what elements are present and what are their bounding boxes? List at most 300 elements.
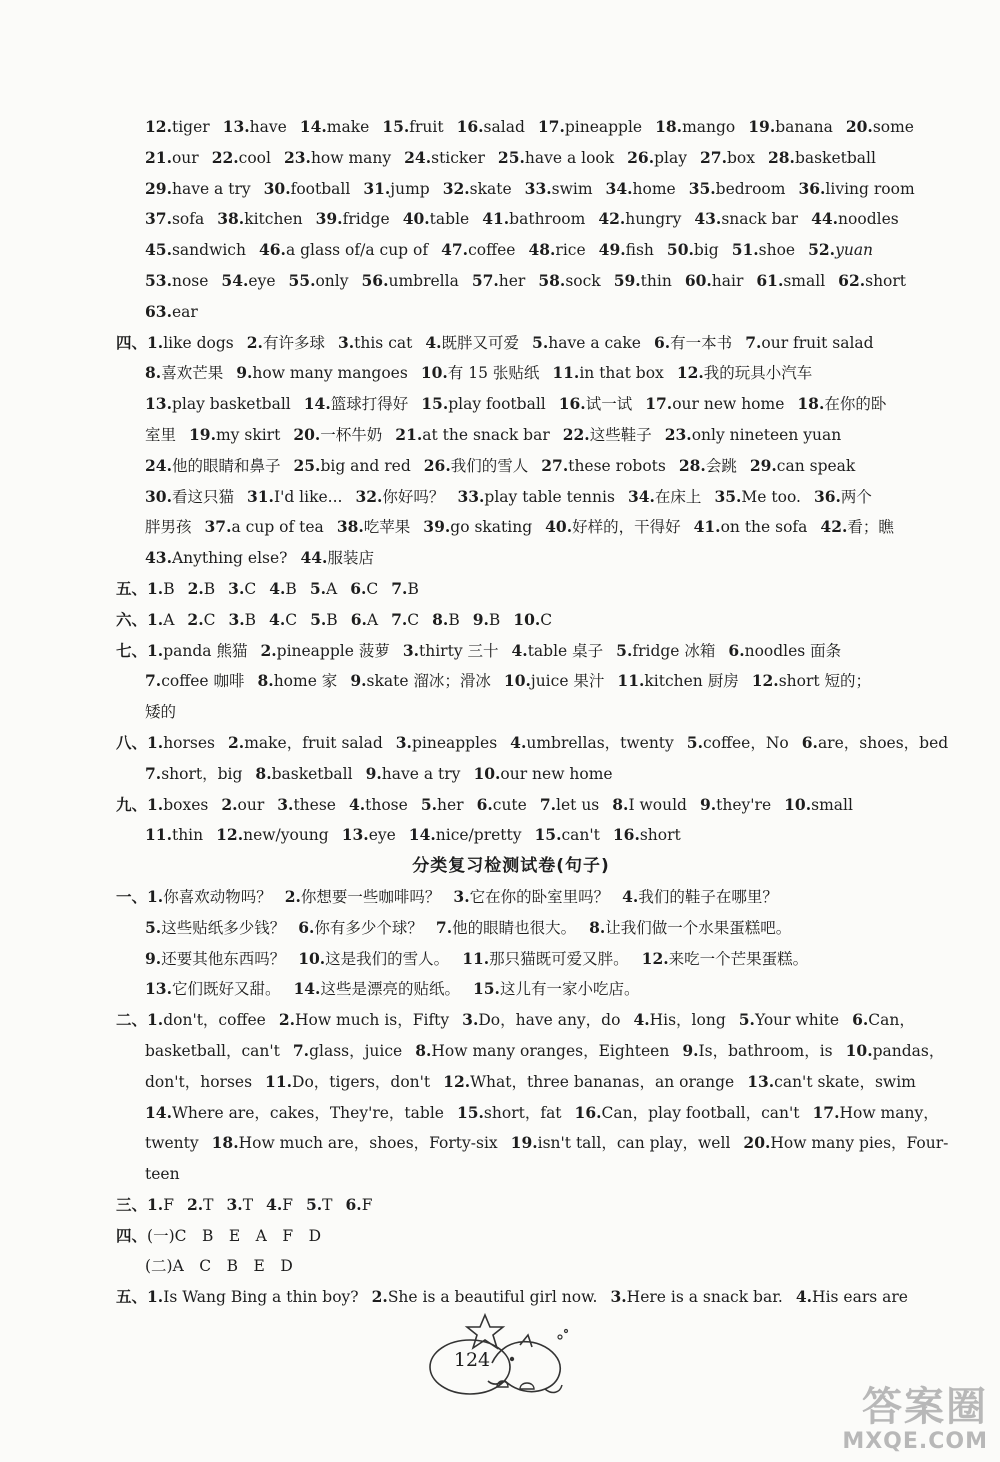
item-number: 6. (350, 578, 367, 598)
item-text: I would (628, 795, 687, 814)
answer-line (116, 358, 906, 389)
answer-item (304, 395, 408, 413)
item-text: only nineteen yuan (691, 425, 842, 444)
item-number: 27. (700, 147, 727, 167)
item-text: twenty (145, 1134, 199, 1153)
item-number: 3. (453, 886, 470, 906)
item-text: 你好吗？ (382, 487, 445, 506)
item-number: 12. (145, 117, 172, 136)
item-text: 这儿有一家小吃店。 (499, 980, 640, 999)
answer-line (116, 174, 915, 205)
section-marker: 五、 (116, 578, 148, 598)
item-text: 我的玩具小汽车 (703, 364, 813, 383)
item-text: Here is a snack bar. (626, 1288, 783, 1307)
item-text: isn't tall，can play，well (537, 1134, 731, 1153)
answer-item (298, 950, 449, 968)
answer-item (599, 241, 654, 259)
item-number: 8. (145, 363, 162, 383)
answer-item (511, 1134, 731, 1152)
item-number: 2. (278, 1010, 295, 1030)
item-text: Where are，cakes，They're，table (171, 1103, 444, 1122)
item-text: these (293, 795, 336, 814)
item-number: 36. (798, 178, 826, 198)
item-number: 16. (612, 825, 640, 845)
item-text: B (326, 610, 338, 629)
item-text: a cup of tea (231, 518, 324, 537)
item-number: 7. (539, 794, 557, 814)
item-text: 喜欢芒果 (161, 364, 224, 383)
item-text: nose (171, 271, 209, 290)
item-text: short 短的； (778, 672, 872, 691)
item-text: A (366, 610, 379, 629)
item-text: ear (171, 302, 198, 321)
item-text: our new home (672, 395, 785, 414)
item-text: shoe (758, 241, 796, 260)
item-text: 我们的鞋子在哪里？ (638, 887, 778, 906)
item-text: only (315, 271, 349, 290)
section-title: 分类复习检测试卷(句子) (412, 856, 610, 877)
answer-item (423, 518, 532, 536)
item-number: 14. (145, 1102, 172, 1122)
answer-item (808, 241, 873, 259)
answer-item (421, 364, 540, 382)
answer-item (316, 210, 390, 228)
item-text: boxes (163, 795, 209, 814)
answer-item (293, 426, 382, 444)
answer-item (145, 518, 192, 536)
answer-line (116, 728, 949, 759)
answer-item (236, 364, 408, 382)
item-text: our (237, 795, 265, 814)
answer-item (457, 118, 525, 136)
item-text: Can， (868, 1011, 915, 1030)
item-number: 16. (456, 117, 484, 136)
item-number: 3. (228, 578, 245, 598)
item-number: 14. (293, 979, 321, 999)
answer-item (228, 580, 256, 598)
answer-item (265, 1073, 430, 1091)
star-icon (467, 1315, 503, 1348)
item-number: 35. (688, 178, 716, 198)
item-text: T (322, 1195, 333, 1214)
item-number: 2. (246, 332, 263, 352)
item-number: 44. (300, 548, 328, 568)
answer-item (298, 919, 423, 937)
answer-item (355, 488, 444, 506)
item-number: 1. (147, 640, 164, 660)
answer-item (689, 180, 786, 198)
answer-item (756, 272, 825, 290)
item-text: nice/pretty (435, 826, 522, 845)
answer-item (212, 1134, 498, 1152)
item-number: 48. (528, 240, 556, 260)
item-number: 10. (473, 763, 501, 783)
answer-item (145, 210, 204, 228)
item-text: C (540, 610, 553, 629)
item-number: 57. (471, 270, 499, 290)
item-text: new/young (243, 826, 329, 845)
item-number: 10. (420, 363, 448, 383)
answer-item (310, 580, 337, 598)
answer-item (145, 180, 251, 198)
answer-item (510, 734, 674, 752)
item-text: T (242, 1195, 254, 1214)
item-number: 30. (263, 178, 291, 198)
item-number: 62. (838, 270, 866, 290)
item-text: short (639, 826, 681, 845)
item-text: bedroom (715, 179, 786, 198)
item-number: 51. (731, 240, 759, 260)
item-text: What，three bananas，an orange (470, 1072, 735, 1091)
answer-item (685, 272, 744, 290)
item-number: 3. (277, 794, 294, 814)
answer-item (473, 765, 612, 783)
answer-item (436, 919, 576, 937)
item-number: 2. (228, 732, 245, 752)
item-number: 46. (258, 240, 286, 260)
item-text: Anything else? (171, 549, 288, 568)
item-number: 1. (147, 332, 164, 352)
item-text: eye (248, 271, 276, 290)
answer-line (116, 574, 906, 605)
answer-item (814, 488, 872, 506)
item-text: 他的眼睛和鼻子 (171, 456, 281, 475)
answer-item (498, 149, 614, 167)
answer-item (349, 796, 408, 814)
item-number: 17. (645, 394, 673, 414)
item-text: a glass of/a cup of (285, 241, 429, 260)
answer-item (205, 518, 324, 536)
item-text: thin (640, 271, 672, 290)
item-text: B (488, 610, 501, 629)
answer-item (846, 1042, 945, 1060)
item-text: 服装店 (327, 549, 374, 568)
answer-item (145, 488, 234, 506)
item-text: those (365, 795, 408, 814)
item-text: How many， (839, 1103, 939, 1122)
item-number: 23. (664, 424, 692, 444)
answer-line (116, 1190, 906, 1221)
answer-item (477, 796, 527, 814)
item-number: 52. (808, 240, 836, 260)
item-number: 15. (456, 1102, 484, 1122)
answer-item (188, 580, 216, 598)
item-number: 49. (598, 240, 626, 260)
answer-item (145, 1104, 444, 1122)
item-number: 1. (147, 609, 164, 629)
answer-item (415, 1042, 669, 1060)
item-number: 6. (476, 794, 493, 814)
item-number: 4. (622, 886, 639, 906)
answer-item (258, 672, 338, 690)
answer-item (147, 888, 272, 906)
item-number: 54. (221, 270, 249, 290)
answer-line (116, 204, 906, 235)
answer-item (628, 488, 701, 506)
answer-item (338, 334, 412, 352)
item-number: 11. (462, 948, 490, 968)
item-text: make (326, 118, 370, 136)
item-text: tiger (171, 118, 210, 136)
answer-line (116, 235, 906, 266)
answer-item (768, 149, 876, 167)
item-number: 10. (784, 794, 812, 814)
item-text: kitchen (244, 210, 303, 229)
item-text: yuan (835, 241, 874, 260)
item-text: 室里 (145, 425, 177, 444)
item-number: 32. (442, 178, 470, 198)
answer-item (145, 149, 199, 167)
item-number: 7. (145, 671, 162, 691)
item-text: Is Wang Bing a thin boy? (163, 1288, 359, 1307)
answer-item (645, 395, 784, 413)
watermark-logo: 答案圈 (862, 1384, 988, 1430)
item-number: 11. (145, 825, 172, 845)
item-text: 我们的雪人 (450, 456, 529, 475)
answer-item (616, 642, 715, 660)
item-number: 18. (655, 117, 683, 136)
item-text: fruit (409, 118, 444, 136)
item-number: 1. (147, 732, 164, 752)
answer-line (116, 790, 906, 821)
answer-item (613, 826, 681, 844)
item-text: home 家 (273, 672, 338, 691)
item-number: 50. (666, 240, 694, 260)
item-number: 59. (613, 270, 641, 290)
answer-item (796, 1288, 908, 1306)
item-number: 41. (693, 517, 721, 537)
answer-item (310, 611, 338, 629)
answer-item (147, 796, 208, 814)
answer-item (363, 180, 429, 198)
answer-item (528, 241, 585, 259)
section-marker: 六、 (116, 609, 148, 629)
answer-item (395, 426, 549, 444)
answer-item (559, 395, 632, 413)
item-number: 10. (513, 609, 541, 629)
item-text: 他的眼睛也很大。 (452, 918, 577, 937)
answer-item (802, 734, 948, 752)
item-number: 33. (524, 178, 552, 198)
item-number: 7. (745, 332, 762, 352)
item-text: 这些贴纸多少钱？ (161, 918, 286, 937)
item-number: 20. (845, 117, 873, 136)
item-text: F (282, 1195, 293, 1214)
section-marker: 二、 (116, 1010, 148, 1030)
item-text: how many (310, 148, 392, 167)
item-text: have (249, 118, 287, 136)
item-number: 14. (408, 825, 436, 845)
item-text: rice (555, 241, 586, 260)
item-number: 4. (510, 732, 527, 752)
item-text: 这些鞋子 (589, 425, 652, 444)
item-number: 12. (216, 825, 244, 845)
item-number: 2. (187, 578, 204, 598)
answer-line (116, 389, 906, 420)
answer-item (259, 241, 428, 259)
answer-line (116, 1098, 939, 1129)
item-number: 27. (541, 455, 569, 475)
item-text: make，fruit salad (244, 733, 383, 752)
item-number: 3. (462, 1010, 479, 1030)
answer-item (655, 118, 735, 136)
item-text: pineapple 菠萝 (276, 641, 390, 660)
item-text: are，shoes，bed (817, 733, 949, 752)
answer-line (116, 297, 906, 328)
item-number: 10. (298, 948, 326, 968)
item-number: 36. (813, 486, 841, 506)
item-number: 4. (425, 332, 442, 352)
answer-line (116, 882, 906, 913)
answer-item (811, 210, 899, 228)
item-number: 5. (309, 578, 326, 598)
answer-item (145, 457, 280, 475)
item-text: (一)C B E A F D (147, 1226, 322, 1245)
answer-item (187, 1196, 214, 1214)
answer-item (472, 272, 526, 290)
answer-line (116, 512, 906, 543)
answer-item (575, 1104, 800, 1122)
item-number: 1. (147, 578, 164, 598)
section-marker: 三、 (116, 1194, 148, 1214)
item-number: 2. (371, 1287, 388, 1307)
section-marker: 四、 (116, 1225, 148, 1245)
item-text: basketball (271, 764, 353, 783)
item-number: 14. (299, 117, 327, 136)
answer-item (739, 1011, 839, 1029)
item-number: 31. (246, 486, 274, 506)
answer-item (145, 1073, 252, 1091)
item-number: 26. (627, 147, 655, 167)
item-number: 10. (845, 1040, 873, 1060)
answer-item (266, 1196, 293, 1214)
item-number: 12. (443, 1071, 471, 1091)
answer-item (228, 734, 383, 752)
answer-item (617, 672, 738, 690)
item-number: 5. (532, 332, 549, 352)
item-number: 41. (482, 209, 510, 229)
answer-item (147, 1288, 359, 1306)
item-number: 20. (743, 1133, 771, 1153)
item-number: 5. (420, 794, 437, 814)
answer-item (443, 1073, 734, 1091)
item-text: thirty 三十 (419, 641, 499, 660)
answer-item (538, 272, 600, 290)
item-number: 17. (537, 117, 565, 136)
item-text: how many mangoes (252, 364, 408, 383)
item-number: 29. (749, 455, 777, 475)
item-number: 11. (617, 671, 645, 691)
item-text: A (326, 579, 338, 598)
answer-item (610, 1288, 782, 1306)
item-text: pineapple (564, 118, 643, 136)
item-number: 19. (189, 424, 216, 444)
item-number: 9. (350, 671, 367, 691)
answer-line (116, 1221, 906, 1252)
answer-item (627, 149, 687, 167)
answer-item (147, 611, 174, 629)
item-text: A (163, 610, 175, 629)
answer-item (750, 457, 855, 475)
answer-item (145, 303, 198, 321)
item-number: 5. (738, 1010, 755, 1030)
item-number: 8. (612, 794, 629, 814)
item-number: 60. (684, 270, 712, 290)
answer-item (535, 826, 600, 844)
answer-line (116, 1251, 906, 1282)
answer-item (606, 180, 676, 198)
item-number: 2. (260, 640, 277, 660)
answer-item (382, 118, 443, 136)
item-text: skate 溜冰；滑冰 (366, 672, 491, 691)
item-text: have a cake (548, 333, 641, 352)
answer-line (116, 697, 906, 728)
answer-item (145, 395, 291, 413)
item-text: B (163, 579, 175, 598)
answer-item (540, 796, 599, 814)
answer-line (116, 759, 906, 790)
item-number: 42. (598, 209, 626, 229)
answer-line (116, 913, 906, 944)
answer-item (538, 118, 642, 136)
item-text: C (366, 579, 379, 598)
answer-item (752, 672, 871, 690)
item-text: Can，play football，can't (601, 1103, 800, 1122)
answer-item (409, 826, 522, 844)
item-text: How many oranges，Eighteen (431, 1041, 670, 1060)
answer-item (269, 580, 297, 598)
answer-item (667, 241, 719, 259)
answer-item (679, 457, 737, 475)
item-number: 2. (187, 609, 204, 629)
item-number: 45. (145, 240, 172, 260)
item-number: 17. (812, 1102, 840, 1122)
item-number: 5. (686, 732, 703, 752)
answer-item (403, 210, 470, 228)
item-number: 37. (204, 517, 232, 537)
item-number: 5. (305, 1194, 323, 1214)
answer-item (589, 919, 791, 937)
item-number: 8. (257, 671, 274, 691)
item-number: 4. (348, 794, 366, 814)
answer-item (289, 272, 349, 290)
item-number: 21. (145, 147, 172, 167)
answer-item (145, 826, 203, 844)
item-text: sofa (171, 210, 205, 229)
section-marker: 四、 (116, 332, 148, 352)
answer-item (189, 426, 280, 444)
answer-line (116, 1159, 906, 1190)
item-text: pandas， (872, 1041, 945, 1060)
answer-item (147, 734, 215, 752)
item-number: 24. (145, 455, 172, 475)
answer-item (147, 1227, 321, 1245)
item-number: 5. (616, 640, 633, 660)
item-number: 32. (355, 486, 383, 506)
item-number: 43. (694, 209, 722, 229)
item-text: sticker (431, 148, 485, 167)
item-text: fridge (342, 210, 390, 229)
item-number: 9. (682, 1040, 699, 1060)
answer-line (116, 1005, 915, 1036)
item-text: have a try (381, 764, 461, 783)
item-number: 15. (421, 394, 449, 414)
item-text: 一杯牛奶 (320, 425, 383, 444)
answer-item (145, 549, 287, 567)
item-number: 34. (605, 178, 633, 198)
item-number: 22. (562, 424, 590, 444)
item-text: basketball (794, 148, 876, 167)
